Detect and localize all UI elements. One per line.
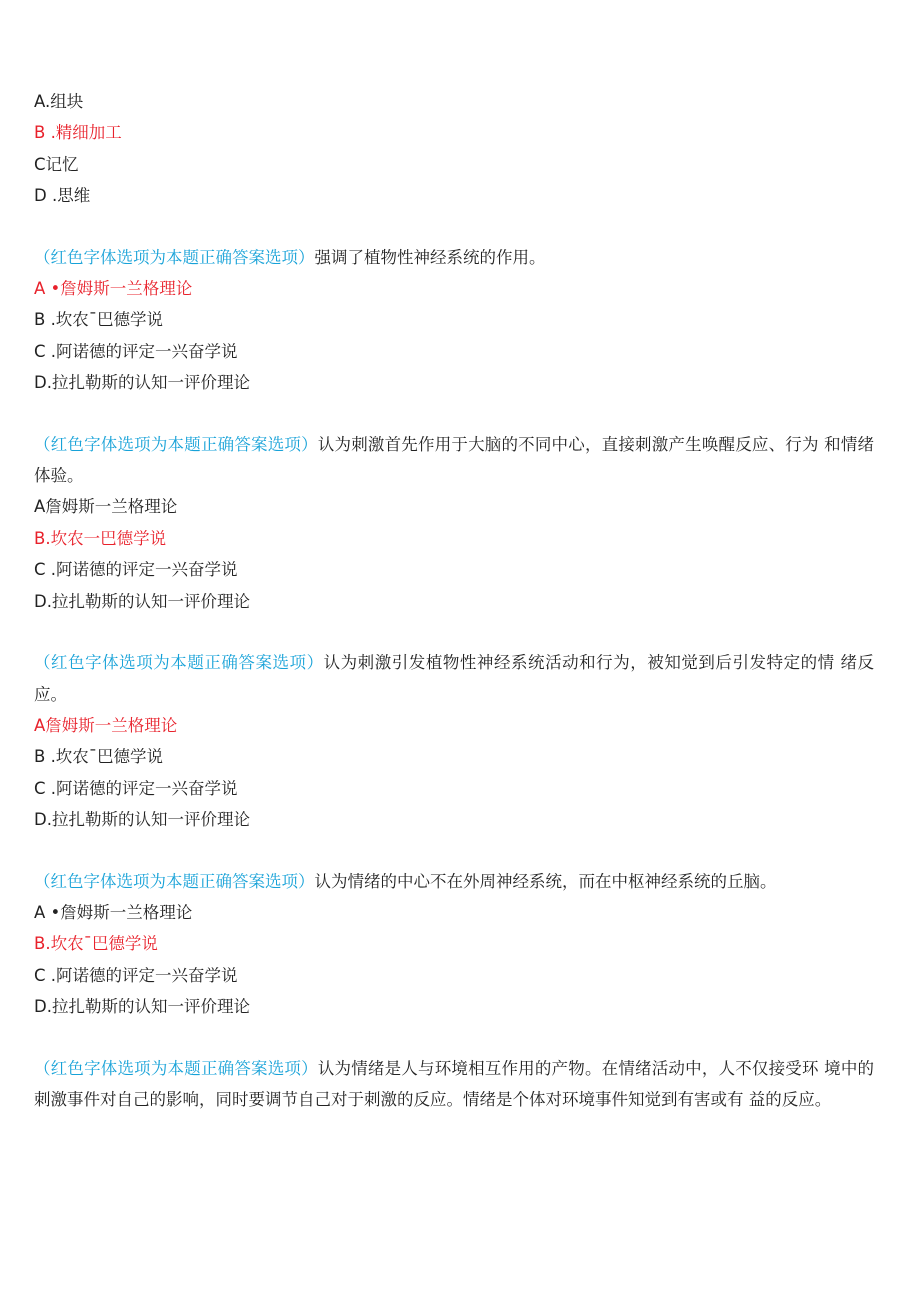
option-b: B .坎农¯巴德学说 bbox=[34, 310, 164, 330]
option-a: A •詹姆斯一兰格理论 bbox=[34, 902, 193, 922]
option-d: D .思维 bbox=[34, 186, 91, 206]
option-d: D.拉扎勒斯的认知一评价理论 bbox=[34, 997, 250, 1017]
answer-hint-label: （红色字体选项为本题正确答案选项） bbox=[34, 653, 324, 673]
question-stem bbox=[34, 647, 874, 710]
question-1 bbox=[34, 86, 874, 212]
question-2 bbox=[34, 242, 874, 399]
option-a: A詹姆斯一兰格理论 bbox=[34, 497, 178, 517]
question-stem bbox=[34, 866, 874, 897]
question-stem-text: 认为情绪是人与环境相互作用的产物。在情绪活动中，人不仅接受环 境中的刺激事件对自己的影响，同时要调节自己对于刺激的反应。情绪是个体对环境事件知觉到有害或有 益的反应。 bbox=[34, 1058, 875, 1109]
question-6 bbox=[34, 1053, 874, 1116]
option-c: C .阿诺德的评定一兴奋学说 bbox=[34, 341, 238, 361]
question-4 bbox=[34, 647, 874, 835]
answer-hint-label: （红色字体选项为本题正确答案选项） bbox=[34, 1058, 318, 1078]
option-c: C .阿诺德的评定一兴奋学说 bbox=[34, 560, 238, 580]
option-c: C记忆 bbox=[34, 154, 79, 174]
option-d: D.拉扎勒斯的认知一评价理论 bbox=[34, 591, 250, 611]
option-d: D.拉扎勒斯的认知一评价理论 bbox=[34, 373, 250, 393]
option-b-correct: B.坎农¯巴德学说 bbox=[34, 934, 158, 954]
question-stem-text: 认为刺激引发植物性神经系统活动和行为，被知觉到后引发特定的情 绪反应。 bbox=[34, 653, 874, 704]
option-b: B .坎农¯巴德学说 bbox=[34, 747, 164, 767]
answer-hint-label: （红色字体选项为本题正确答案选项） bbox=[34, 871, 315, 891]
option-c: C .阿诺德的评定一兴奋学说 bbox=[34, 778, 238, 798]
option-d: D.拉扎勒斯的认知一评价理论 bbox=[34, 810, 250, 830]
question-stem-text: 强调了植物性神经系统的作用。 bbox=[314, 247, 546, 267]
question-5 bbox=[34, 866, 874, 1023]
answer-hint-label: （红色字体选项为本题正确答案选项） bbox=[34, 247, 315, 267]
question-stem bbox=[34, 1053, 874, 1116]
answer-hint-label: （红色字体选项为本题正确答案选项） bbox=[34, 434, 318, 454]
option-c: C .阿诺德的评定一兴奋学说 bbox=[34, 965, 238, 985]
document-page bbox=[34, 86, 874, 1145]
question-stem-text: 认为刺激首先作用于大脑的不同中心，直接刺激产生唤醒反应、行为 和情绪体验。 bbox=[34, 434, 875, 486]
question-3 bbox=[34, 429, 874, 617]
option-b-correct: B.坎农一巴德学说 bbox=[34, 528, 167, 548]
question-stem-text: 认为情绪的中心不在外周神经系统，而在中枢神经系统的丘脑。 bbox=[314, 871, 777, 891]
option-a-correct: A •詹姆斯一兰格理论 bbox=[34, 279, 193, 299]
option-b-correct: B .精细加工 bbox=[34, 123, 122, 143]
question-stem bbox=[34, 429, 874, 492]
question-stem bbox=[34, 242, 874, 273]
option-a: A.组块 bbox=[34, 92, 84, 111]
option-a-correct: A詹姆斯一兰格理论 bbox=[34, 715, 178, 735]
